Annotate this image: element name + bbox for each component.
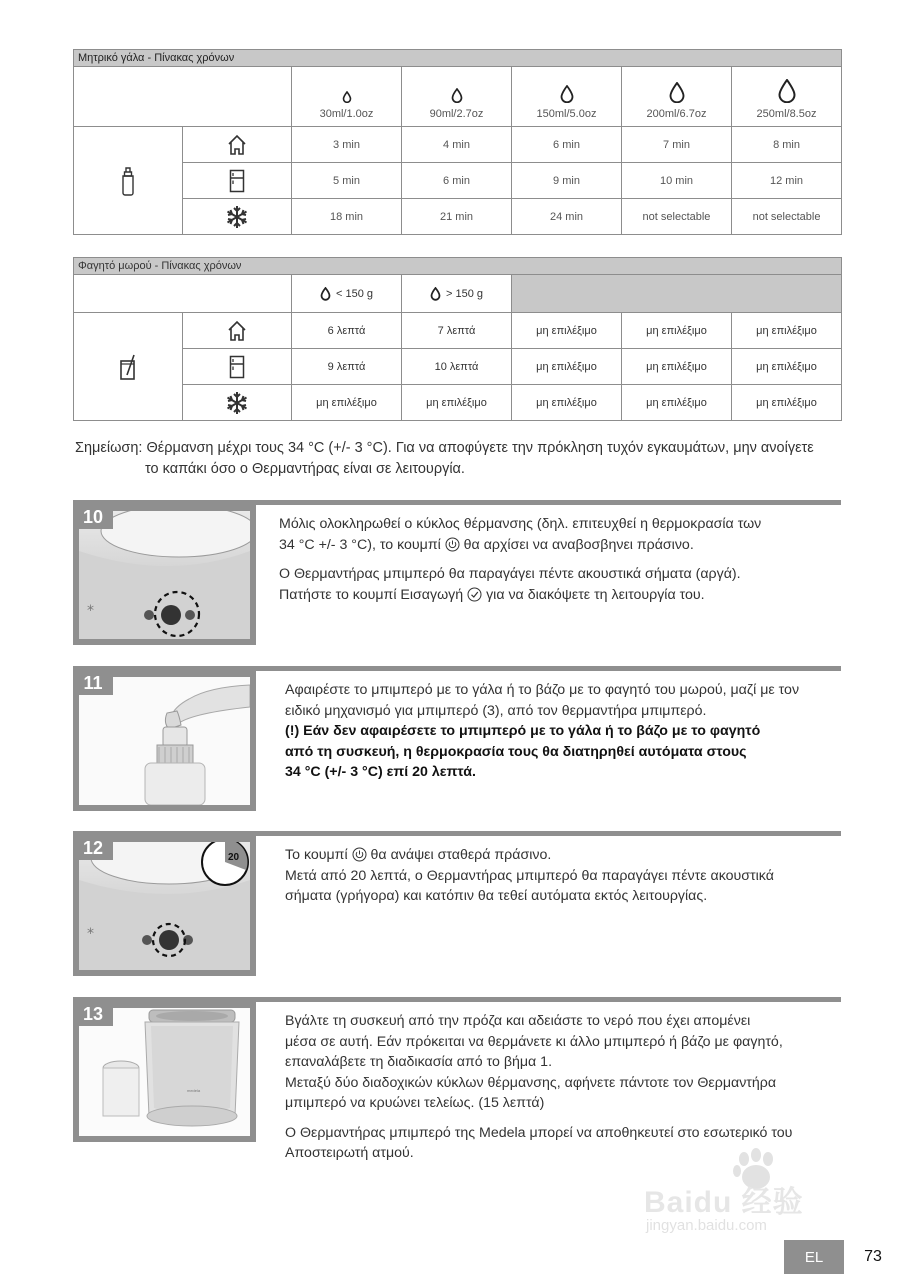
warmer-timer-illustration	[79, 842, 250, 970]
time-cell: 5 min	[292, 163, 402, 199]
step-13-line-3: επαναλάβετε τη διαδικασία από το βήμα 1.	[285, 1054, 553, 1070]
time-cell: μη επιλέξιμο	[732, 349, 842, 385]
drop-icon	[451, 88, 463, 103]
time-cell: 3 min	[292, 127, 402, 163]
watermark-brand: Baidu 经验	[644, 1186, 804, 1219]
hand-removing-bottle-illustration	[79, 677, 250, 805]
svg-text:*: *	[87, 603, 94, 619]
refrigerator-cell	[183, 163, 292, 199]
food-jar-icon	[119, 353, 137, 381]
volume-label: 90ml/2.7oz	[429, 107, 484, 120]
step-11-illustration	[73, 671, 256, 811]
time-cell: μη επιλέξιμο	[622, 349, 732, 385]
note-line-2: το καπάκι όσο ο Θερμαντήρας είναι σε λειτουργία.	[145, 461, 465, 477]
room-temperature-icon	[227, 134, 247, 156]
step-10-p2b: Πατήστε το κουμπί Εισαγωγή	[279, 586, 464, 603]
step-13-illustration	[73, 1002, 256, 1142]
note-line-1: Θέρμανση μέχρι τους 34 °C (+/- 3 °C). Για να αποφύγετε την πρόκληση τυχόν εγκαυμάτων, μην ανοίγετε	[146, 440, 814, 456]
power-button-icon	[445, 537, 460, 552]
language-code: EL	[784, 1240, 844, 1274]
safety-note	[75, 438, 865, 480]
drop-icon	[320, 287, 331, 301]
step-12-line-1a: Το κουμπί	[285, 847, 348, 863]
step-13-p2-line-1: Ο Θερμαντήρας μπιμπερό της Medela μπορεί να αποθηκευτεί στο εσωτερικό του	[285, 1124, 793, 1141]
time-cell: μη επιλέξιμο	[512, 349, 622, 385]
jar-icon-cell	[74, 313, 183, 421]
step-number: 10	[73, 505, 113, 529]
volume-label: 250ml/8.5oz	[756, 107, 817, 120]
step-10-p2c: για να διακόψετε τη λειτουργία του.	[486, 586, 705, 603]
weight-header	[292, 275, 402, 313]
time-cell: 6 λεπτά	[292, 313, 402, 349]
step-13-line-1: Βγάλτε τη συσκευή από την πρόζα και αδειάστε το νερό που έχει απομένει	[285, 1013, 751, 1029]
frozen-cell	[183, 199, 292, 235]
time-cell: 10 min	[622, 163, 732, 199]
time-cell: not selectable	[732, 199, 842, 235]
time-cell: μη επιλέξιμο	[402, 385, 512, 421]
baidu-watermark	[640, 1145, 860, 1245]
volume-label: 30ml/1.0oz	[319, 107, 374, 120]
step-12-line-3: σήματα (γρήγορα) και κατόπιν θα τεθεί αυτόματα εκτός λειτουργίας.	[285, 888, 708, 904]
note-label: Σημείωση:	[75, 440, 143, 456]
step-11-warning-3: 34 °C (+/- 3 °C) επί 20 λεπτά.	[285, 764, 476, 780]
refrigerator-cell	[183, 349, 292, 385]
time-cell: 9 λεπτά	[292, 349, 402, 385]
weight-label: > 150 g	[445, 287, 483, 300]
page-footer	[784, 1240, 902, 1274]
drop-icon	[430, 287, 441, 301]
volume-label: 200ml/6.7oz	[646, 107, 707, 120]
snowflake-icon	[225, 205, 249, 229]
drop-icon	[560, 85, 574, 103]
drop-icon	[778, 79, 796, 103]
time-cell: μη επιλέξιμο	[732, 385, 842, 421]
enter-check-icon	[467, 587, 482, 602]
page-number: 73	[844, 1240, 902, 1274]
food-table-blank-header	[74, 275, 292, 313]
room-temperature-icon	[227, 320, 247, 342]
step-number: 13	[73, 1002, 113, 1026]
time-cell: 24 min	[512, 199, 622, 235]
time-cell: 12 min	[732, 163, 842, 199]
time-cell: μη επιλέξιμο	[512, 313, 622, 349]
time-cell: μη επιλέξιμο	[512, 385, 622, 421]
step-12-line-1b: θα ανάψει σταθερά πράσινο.	[370, 847, 552, 863]
volume-label: 150ml/5.0oz	[536, 107, 597, 120]
time-cell: 9 min	[512, 163, 622, 199]
time-cell: 18 min	[292, 199, 402, 235]
step-10-p1b: 34 °C +/- 3 °C), το κουμπί	[279, 536, 441, 553]
refrigerator-icon	[229, 355, 245, 379]
volume-header	[732, 67, 842, 127]
frozen-cell	[183, 385, 292, 421]
watermark-url: jingyan.baidu.com	[646, 1217, 767, 1234]
warmer-front-illustration	[79, 511, 250, 639]
step-13-line-5: μπιμπερό να κρυώνει τελείως. (15 λεπτά)	[285, 1095, 545, 1111]
step-12-illustration	[73, 836, 256, 976]
time-cell: μη επιλέξιμο	[622, 385, 732, 421]
drop-icon	[342, 91, 352, 103]
drop-icon	[669, 82, 685, 103]
volume-header	[622, 67, 732, 127]
food-table-grey-header	[512, 275, 842, 313]
step-10-illustration	[73, 505, 256, 645]
food-table-title: Φαγητό μωρού - Πίνακας χρόνων	[74, 258, 842, 275]
step-12-line-2: Μετά από 20 λεπτά, ο Θερμαντήρας μπιμπερό θα παραγάγει πέντε ακουστικά	[285, 867, 774, 884]
brand-label: medela	[187, 1088, 201, 1093]
time-cell: 10 λεπτά	[402, 349, 512, 385]
step-11-warning-2: από τη συσκευή, η θερμοκρασία τους θα διατηρηθεί αυτόματα στους	[285, 743, 747, 760]
step-10-p2a: Ο Θερμαντήρας μπιμπερό θα παραγάγει πέντε ακουστικά σήματα (αργά).	[279, 566, 741, 582]
volume-header	[402, 67, 512, 127]
step-10-p1a: Μόλις ολοκληρωθεί ο κύκλος θέρμανσης (δηλ. επιτευχθεί η θερμοκρασία των	[279, 516, 762, 532]
time-cell: 6 min	[402, 163, 512, 199]
bottle-icon-cell	[74, 127, 183, 235]
volume-header	[512, 67, 622, 127]
time-cell: μη επιλέξιμο	[292, 385, 402, 421]
step-number: 11	[73, 671, 113, 695]
bottle-icon	[120, 166, 136, 196]
time-cell: 7 min	[622, 127, 732, 163]
step-12-text	[285, 845, 841, 907]
time-cell: not selectable	[622, 199, 732, 235]
room-temperature-cell	[183, 313, 292, 349]
milk-table-title: Μητρικό γάλα - Πίνακας χρόνων	[74, 50, 842, 67]
time-cell: 6 min	[512, 127, 622, 163]
step-13-line-2: μέσα σε αυτή. Εάν πρόκειται να θερμάνετε κι άλλο μπιμπερό ή βάζο με φαγητό,	[285, 1033, 783, 1050]
baby-food-time-table	[73, 257, 842, 421]
step-11-warning-1: (!) Εάν δεν αφαιρέσετε το μπιμπερό με το γάλα ή το βάζο με το φαγητό	[285, 723, 761, 739]
snowflake-icon	[225, 391, 249, 415]
step-10-text	[279, 514, 839, 614]
weight-label: < 150 g	[335, 287, 373, 300]
step-number: 12	[73, 836, 113, 860]
milk-table-blank-header	[74, 67, 292, 127]
time-cell: 7 λεπτά	[402, 313, 512, 349]
time-cell: 21 min	[402, 199, 512, 235]
weight-header	[402, 275, 512, 313]
time-cell: 8 min	[732, 127, 842, 163]
step-13-p2-line-2: Αποστειρωτή ατμού.	[285, 1145, 414, 1161]
milk-time-table	[73, 49, 842, 235]
step-10-p1c: θα αρχίσει να αναβοσβηνει πράσινο.	[463, 536, 694, 553]
refrigerator-icon	[229, 169, 245, 193]
step-11-line-2: ειδικό μηχανισμό για μπιμπερό (3), από τον θερμαντήρα μπιμπερό.	[285, 702, 707, 719]
step-11-line-1: Αφαιρέστε το μπιμπερό με το γάλα ή το βάζο με το φαγητό του μωρού, μαζί με τον	[285, 682, 800, 698]
time-cell: μη επιλέξιμο	[622, 313, 732, 349]
step-13-line-4: Μεταξύ δύο διαδοχικών κύκλων θέρμανσης, αφήνετε πάντοτε τον Θερμαντήρα	[285, 1074, 777, 1091]
volume-header	[292, 67, 402, 127]
timer-label: 20	[228, 852, 240, 863]
warmer-and-sterilizer-illustration	[79, 1008, 250, 1136]
power-button-icon	[352, 847, 367, 862]
step-11-text	[285, 680, 841, 783]
time-cell: μη επιλέξιμο	[732, 313, 842, 349]
svg-text:*: *	[87, 926, 94, 942]
time-cell: 4 min	[402, 127, 512, 163]
room-temperature-cell	[183, 127, 292, 163]
